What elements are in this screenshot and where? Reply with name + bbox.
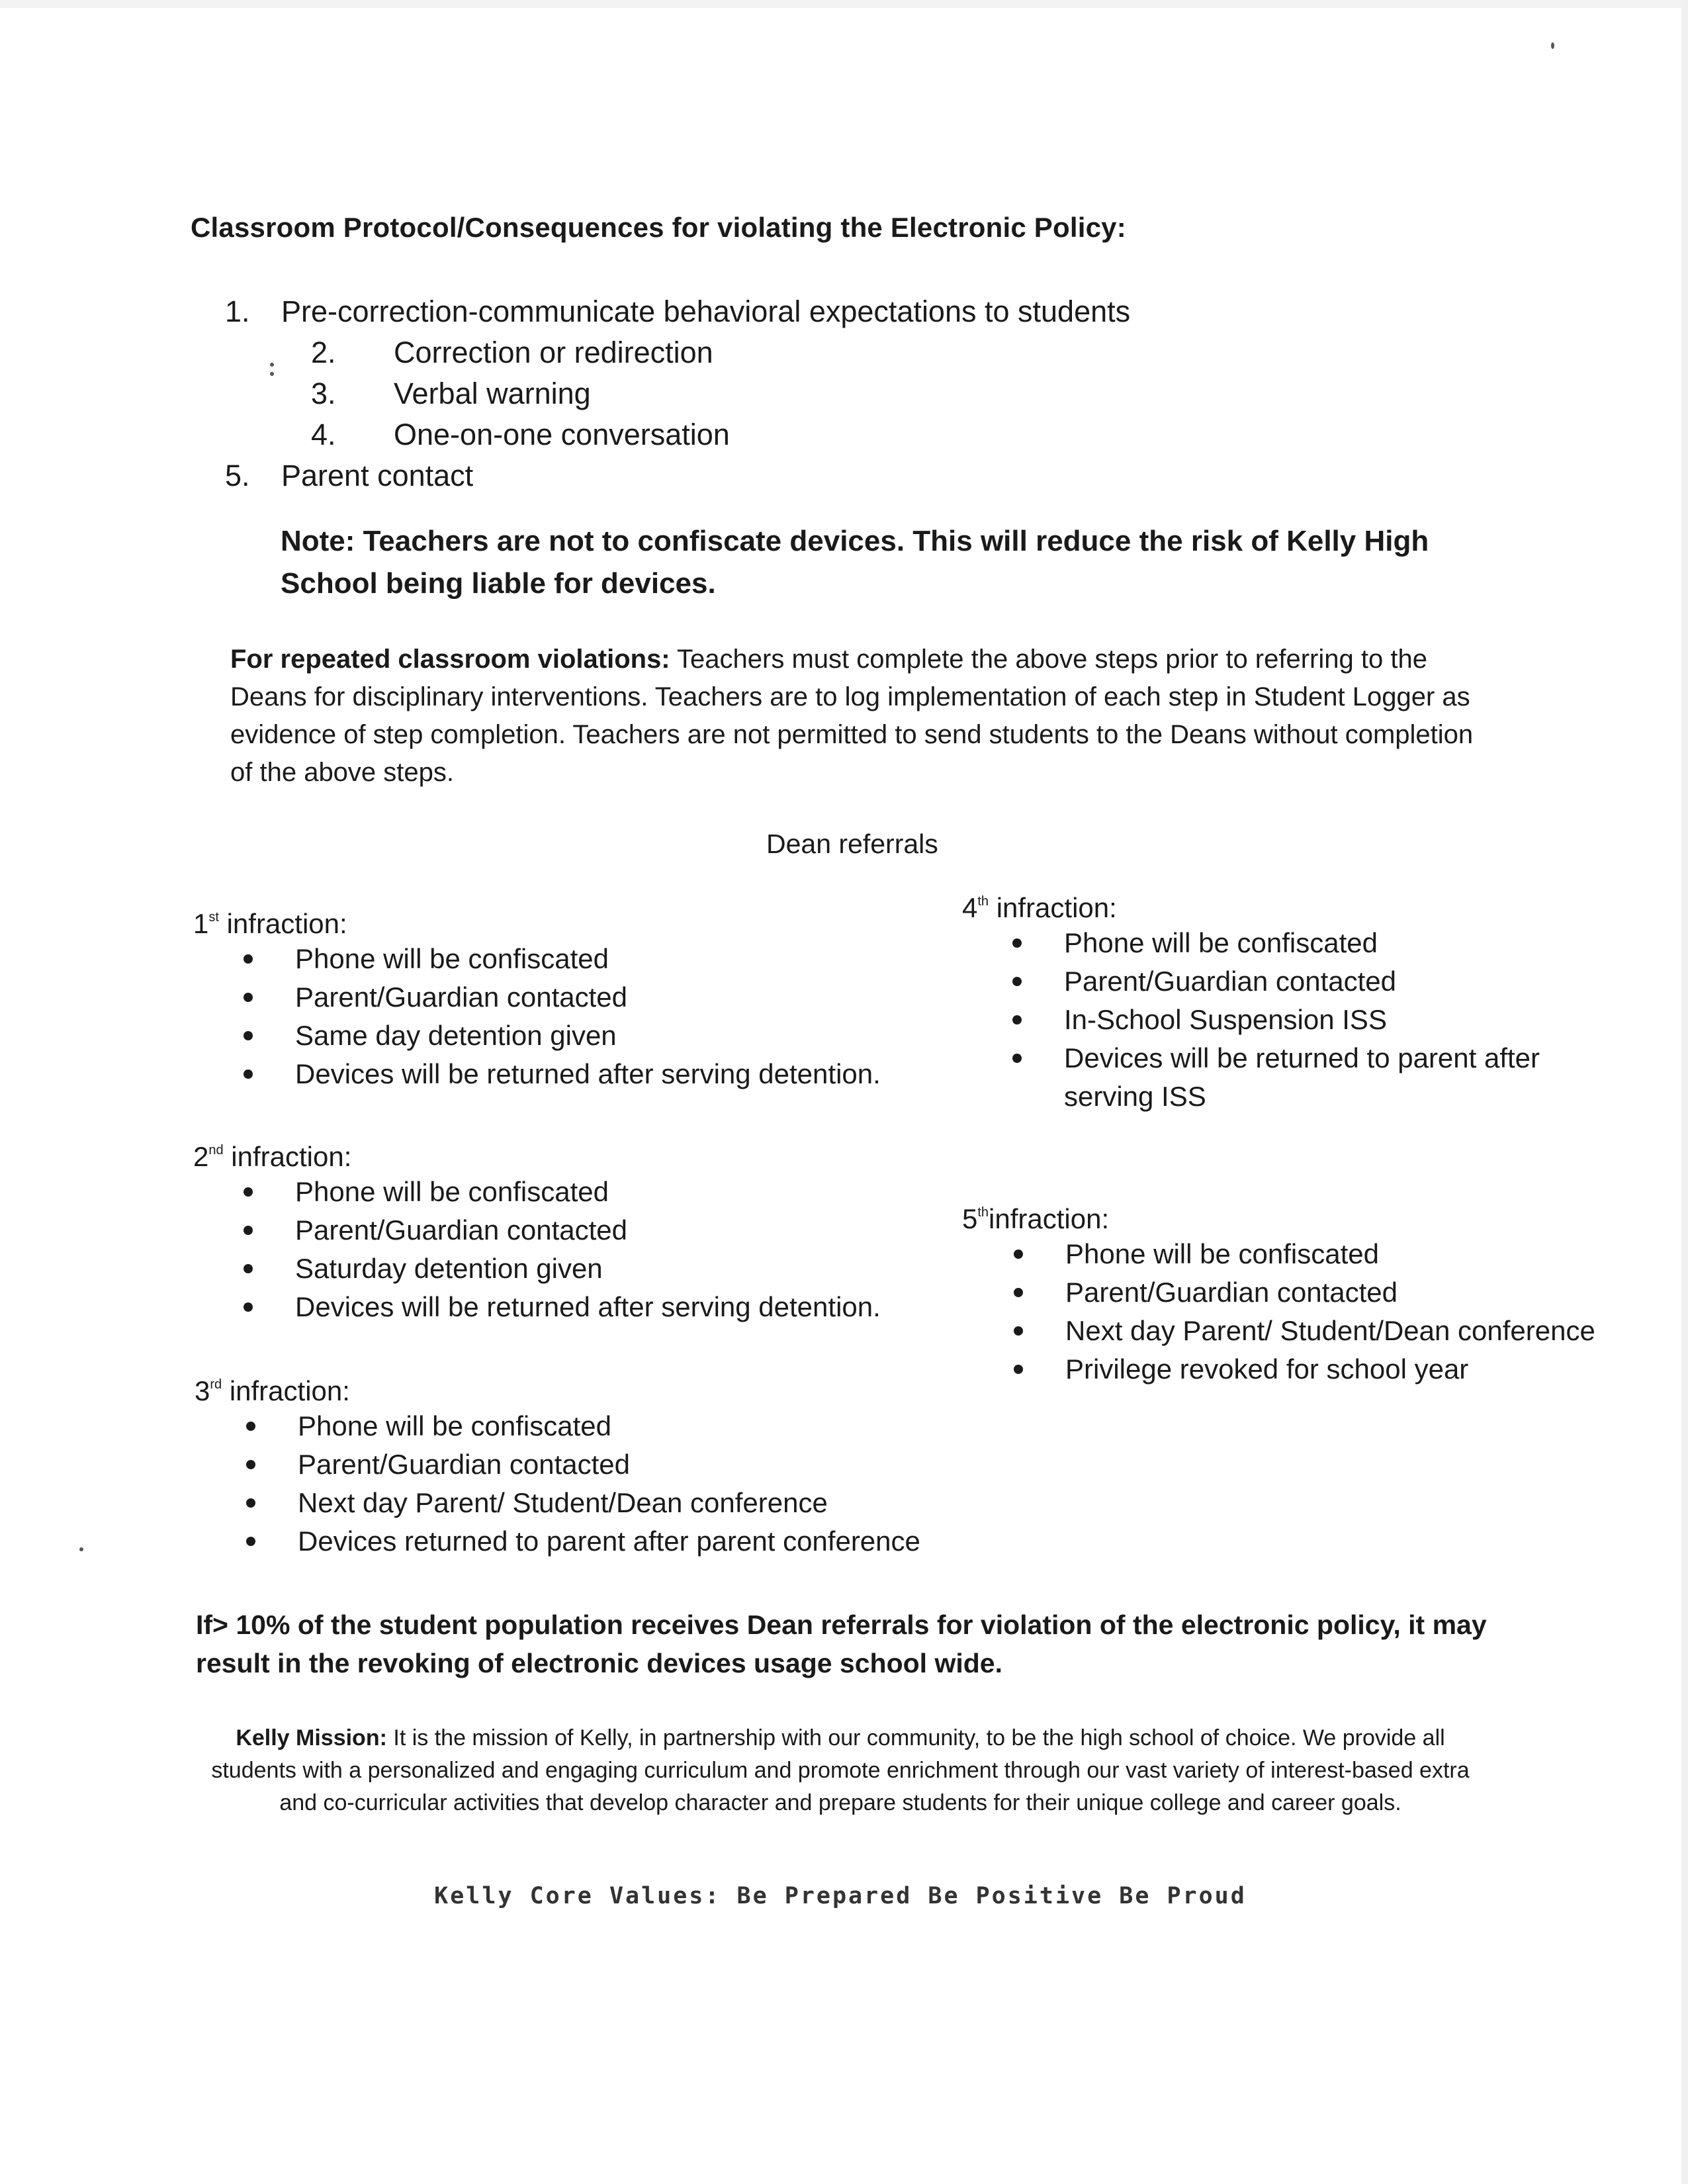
infraction-label	[193, 1141, 954, 1173]
infraction-label	[962, 892, 1624, 924]
list-item: Next day Parent/ Student/Dean conference	[1014, 1312, 1677, 1350]
infraction-ordinal: 4	[962, 892, 978, 923]
list-item: Devices will be returned after serving detention.	[244, 1288, 954, 1326]
infraction-label-text: infraction:	[989, 892, 1117, 923]
scan-speck	[79, 1547, 83, 1551]
scan-right-edge	[1681, 0, 1688, 2184]
infraction-5	[962, 1203, 1677, 1388]
protocol-step	[225, 291, 1130, 332]
infraction-3	[195, 1375, 989, 1561]
protocol-step	[225, 414, 1130, 455]
protocol-steps-list	[225, 291, 1130, 496]
infraction-4	[962, 892, 1624, 1116]
mission-statement	[192, 1722, 1489, 1819]
infraction-consequence-list	[246, 1407, 989, 1561]
policy-threshold-note: If> 10% of the student population receives Dean referrals for violation of the electronic policy, it may result in the revoking of electronic devices usage school wide.	[196, 1610, 1487, 1678]
list-item: Devices will be returned to parent after serving ISS	[1012, 1039, 1581, 1116]
list-item: Privilege revoked for school year	[1014, 1350, 1677, 1388]
infraction-ordinal-suffix: th	[977, 1205, 989, 1220]
infraction-ordinal: 1	[193, 908, 209, 939]
step-number: 3.	[311, 377, 336, 410]
infraction-label	[193, 908, 954, 940]
step-number: 5.	[225, 459, 250, 492]
list-item: Phone will be confiscated	[1012, 924, 1581, 962]
infraction-label-text: infraction:	[223, 1141, 352, 1172]
step-text: Verbal warning	[394, 377, 591, 410]
step-number: 1.	[225, 295, 250, 328]
scan-speck	[270, 372, 274, 376]
protocol-step	[225, 332, 1130, 373]
infraction-label-text: infraction:	[989, 1203, 1110, 1234]
infraction-ordinal: 3	[195, 1375, 210, 1406]
list-item: Parent/Guardian contacted	[246, 1445, 989, 1484]
list-item: Phone will be confiscated	[244, 940, 954, 978]
list-item: Same day detention given	[244, 1017, 954, 1055]
section-heading: Classroom Protocol/Consequences for violating the Electronic Policy:	[191, 212, 1126, 243]
infraction-consequence-list	[1012, 924, 1581, 1116]
step-text: Parent contact	[281, 459, 474, 492]
list-item: Phone will be confiscated	[244, 1173, 954, 1211]
infraction-2	[193, 1141, 954, 1326]
scan-speck	[270, 363, 274, 367]
list-item: Devices returned to parent after parent conference	[246, 1522, 989, 1561]
scan-speck	[1551, 42, 1554, 49]
list-item: Saturday detention given	[244, 1250, 954, 1288]
step-text: One-on-one conversation	[394, 418, 730, 451]
confiscation-note: Note: Teachers are not to confiscate devices. This will reduce the risk of Kelly High School being liable for devices.	[281, 525, 1429, 600]
infraction-1	[193, 908, 954, 1093]
repeated-violations-paragraph	[230, 641, 1488, 792]
scan-top-strip	[0, 0, 1688, 8]
list-item: Phone will be confiscated	[246, 1407, 989, 1445]
infraction-ordinal-suffix: nd	[208, 1143, 224, 1158]
core-values: Kelly Core Values: Be Prepared Be Positive Be Proud	[434, 1883, 1247, 1909]
infraction-label	[962, 1203, 1677, 1235]
step-text: Correction or redirection	[394, 336, 713, 369]
list-item: Next day Parent/ Student/Dean conference	[246, 1484, 989, 1522]
infraction-label	[195, 1375, 989, 1407]
mission-label: Kelly Mission:	[236, 1725, 387, 1751]
list-item: Parent/Guardian contacted	[1012, 962, 1581, 1001]
list-item: Devices will be returned after serving detention.	[244, 1055, 954, 1093]
infraction-ordinal-suffix: rd	[210, 1377, 222, 1392]
dean-referrals-title: Dean referrals	[766, 829, 938, 859]
list-item: Parent/Guardian contacted	[244, 978, 954, 1017]
step-number: 2.	[311, 336, 336, 369]
infraction-ordinal-suffix: st	[208, 910, 219, 925]
infraction-consequence-list	[244, 1173, 954, 1326]
infraction-consequence-list	[1014, 1235, 1677, 1388]
infraction-ordinal-suffix: th	[977, 894, 989, 909]
list-item: Parent/Guardian contacted	[1014, 1273, 1677, 1312]
infraction-ordinal: 2	[193, 1141, 209, 1172]
infraction-label-text: infraction:	[218, 908, 347, 939]
mission-text: It is the mission of Kelly, in partnership with our community, to be the high school of choice. We provide all students with a personalized and engaging curriculum and promote enrichment through our vast variety of interest-based extra and co-curricular activities that develop character and prepare students for their unique college and career goals.	[211, 1725, 1470, 1815]
list-item: In-School Suspension ISS	[1012, 1001, 1581, 1039]
protocol-step	[225, 455, 1130, 496]
step-number: 4.	[311, 418, 336, 451]
protocol-step	[225, 373, 1130, 414]
infraction-consequence-list	[244, 940, 954, 1093]
list-item: Phone will be confiscated	[1014, 1235, 1677, 1273]
step-text: Pre-correction-communicate behavioral expectations to students	[281, 295, 1131, 328]
infraction-label-text: infraction:	[222, 1375, 350, 1406]
repeated-violations-label: For repeated classroom violations:	[230, 645, 670, 674]
infraction-ordinal: 5	[962, 1203, 978, 1234]
list-item: Parent/Guardian contacted	[244, 1211, 954, 1250]
repeated-violations-text: Teachers must complete the above steps prior to referring to the Deans for disciplinary interventions. Teachers are to log implementation of each step in Student Logger as evidence of step completion. Teachers are not permitted to send students to the Deans without completion of the above steps.	[230, 645, 1474, 787]
